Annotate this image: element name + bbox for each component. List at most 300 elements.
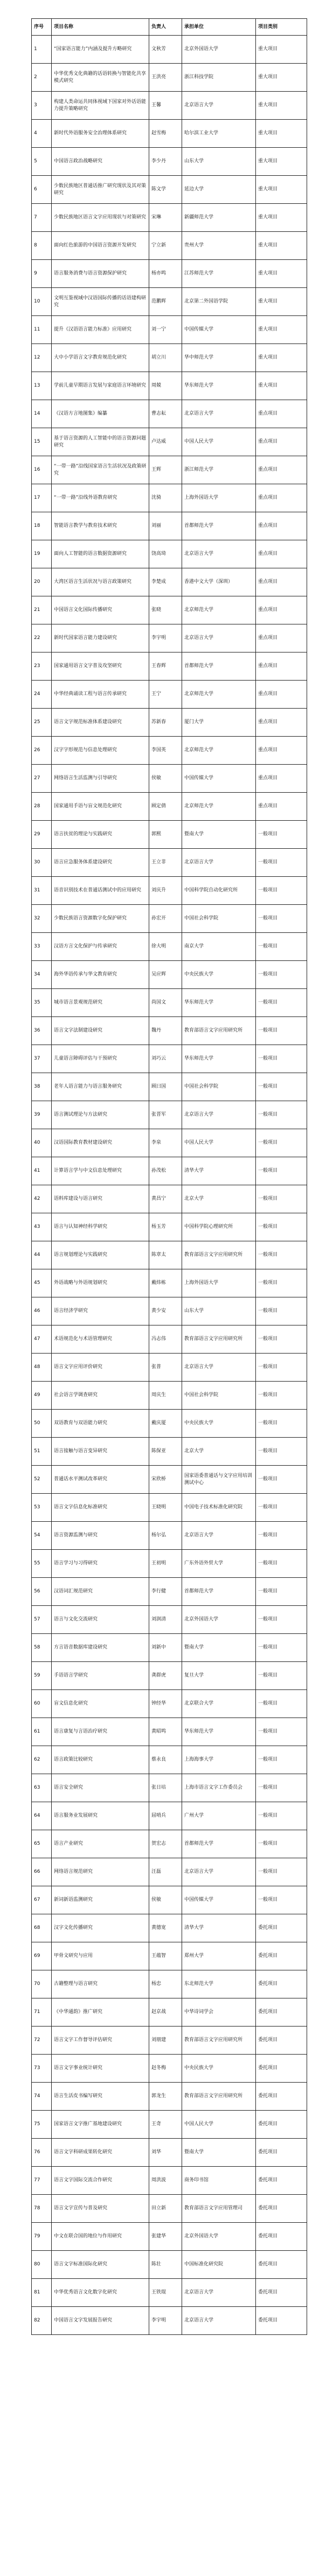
cell-project-name: 《中华通韵》推广研究 xyxy=(52,1998,149,2027)
table-row xyxy=(32,1802,307,1830)
table-row xyxy=(32,232,307,260)
cell-leader: 王洪亮 xyxy=(149,64,182,92)
cell-leader: 张晓 xyxy=(149,596,182,624)
cell-no: 39 xyxy=(32,1101,52,1129)
cell-leader: 文秋芳 xyxy=(149,36,182,64)
cell-institution: 浙江科技学院 xyxy=(182,64,256,92)
cell-no: 6 xyxy=(32,176,52,204)
cell-leader: 宋琳 xyxy=(149,204,182,232)
cell-institution: 商务印书馆 xyxy=(182,2167,256,2195)
cell-no: 51 xyxy=(32,1438,52,1466)
cell-no: 26 xyxy=(32,737,52,765)
cell-no: 38 xyxy=(32,1073,52,1101)
cell-category: 重点项目 xyxy=(256,400,307,428)
cell-no: 31 xyxy=(32,877,52,905)
table-row xyxy=(32,624,307,652)
cell-no: 7 xyxy=(32,204,52,232)
table-row xyxy=(32,2083,307,2111)
cell-institution: 华东师范大学 xyxy=(182,1718,256,1746)
cell-no: 17 xyxy=(32,484,52,512)
table-row xyxy=(32,1746,307,1774)
cell-category: 重点项目 xyxy=(256,793,307,821)
cell-institution: 中央民族大学 xyxy=(182,961,256,989)
cell-leader: 侯敏 xyxy=(149,765,182,793)
cell-leader: 龚群虎 xyxy=(149,1662,182,1690)
cell-leader: 胡立川 xyxy=(149,344,182,372)
cell-project-name: 语言文字法制建设研究 xyxy=(52,1017,149,1045)
cell-leader: 刘朋建 xyxy=(149,2027,182,2055)
cell-no: 52 xyxy=(32,1466,52,1494)
cell-institution: 中国社会科学院 xyxy=(182,905,256,933)
cell-institution: 北京外国语大学 xyxy=(182,36,256,64)
cell-project-name: 网络语言规范研究 xyxy=(52,1858,149,1886)
cell-project-name: 语言文字工作督导评估研究 xyxy=(52,2027,149,2055)
cell-project-name: 语音识别技术在普通话测试中的应用研究 xyxy=(52,877,149,905)
cell-no: 24 xyxy=(32,681,52,709)
cell-project-name: 中国语言文字发展报告研究 xyxy=(52,2307,149,2335)
cell-leader: 周洪波 xyxy=(149,2167,182,2195)
cell-leader: 李国英 xyxy=(149,737,182,765)
cell-leader: 王春辉 xyxy=(149,652,182,681)
cell-project-name: 新时代外语服务安全治理体系研究 xyxy=(52,120,149,148)
cell-no: 56 xyxy=(32,1578,52,1606)
table-row xyxy=(32,2251,307,2279)
cell-leader: 李少丹 xyxy=(149,148,182,176)
cell-leader: 李宇明 xyxy=(149,624,182,652)
cell-leader: 刘新中 xyxy=(149,1634,182,1662)
table-row xyxy=(32,176,307,204)
cell-no: 69 xyxy=(32,1942,52,1970)
cell-category: 委托项目 xyxy=(256,2279,307,2307)
table-row xyxy=(32,1382,307,1410)
cell-category: 一般项目 xyxy=(256,877,307,905)
table-row xyxy=(32,2055,307,2083)
table-row xyxy=(32,1942,307,1970)
table-row xyxy=(32,1213,307,1241)
cell-category: 一般项目 xyxy=(256,1830,307,1858)
cell-category: 委托项目 xyxy=(256,2195,307,2223)
cell-no: 9 xyxy=(32,260,52,288)
cell-no: 71 xyxy=(32,1998,52,2027)
cell-category: 一般项目 xyxy=(256,1410,307,1438)
cell-leader: 杨忠 xyxy=(149,1970,182,1998)
cell-project-name: 双语教育与双语能力研究 xyxy=(52,1410,149,1438)
table-row xyxy=(32,1466,307,1494)
cell-category: 一般项目 xyxy=(256,1494,307,1522)
table-row xyxy=(32,1858,307,1886)
table-header-row xyxy=(32,19,307,36)
cell-no: 58 xyxy=(32,1634,52,1662)
cell-no: 25 xyxy=(32,709,52,737)
cell-institution: 延边大学 xyxy=(182,176,256,204)
table-row xyxy=(32,148,307,176)
cell-leader: 李泉 xyxy=(149,1129,182,1157)
cell-no: 41 xyxy=(32,1157,52,1185)
cell-institution: 北京语言大学 xyxy=(182,400,256,428)
table-row xyxy=(32,2027,307,2055)
cell-leader: 王铁琨 xyxy=(149,2279,182,2307)
table-row xyxy=(32,512,307,540)
table-row xyxy=(32,1017,307,1045)
cell-category: 一般项目 xyxy=(256,1774,307,1802)
cell-project-name: 儿童语言障碍评估与干预研究 xyxy=(52,1045,149,1073)
cell-no: 15 xyxy=(32,428,52,456)
cell-leader: 黄少安 xyxy=(149,1297,182,1325)
cell-project-name: 语言学习与习得研究 xyxy=(52,1550,149,1578)
cell-project-name: 汉字字形规范与信息处理研究 xyxy=(52,737,149,765)
cell-no: 59 xyxy=(32,1662,52,1690)
cell-category: 重点项目 xyxy=(256,540,307,568)
cell-category: 一般项目 xyxy=(256,1185,307,1213)
cell-institution: 广东外语外贸大学 xyxy=(182,1550,256,1578)
cell-leader: 王蕴智 xyxy=(149,1942,182,1970)
table-row xyxy=(32,36,307,64)
cell-category: 一般项目 xyxy=(256,1101,307,1129)
table-row xyxy=(32,288,307,316)
table-row xyxy=(32,1970,307,1998)
cell-category: 委托项目 xyxy=(256,1998,307,2027)
cell-project-name: 外语战略与外语规划研究 xyxy=(52,1269,149,1297)
cell-institution: 首都师范大学 xyxy=(182,512,256,540)
cell-category: 一般项目 xyxy=(256,1578,307,1606)
cell-institution: 北京外国语大学 xyxy=(182,2223,256,2251)
cell-institution: 上海海事大学 xyxy=(182,1746,256,1774)
table-row xyxy=(32,1101,307,1129)
cell-category: 重点项目 xyxy=(256,568,307,596)
cell-leader: 张建华 xyxy=(149,2223,182,2251)
cell-institution: 北京师范大学 xyxy=(182,681,256,709)
cell-leader: 李楚成 xyxy=(149,568,182,596)
cell-institution: 教育部语言文字应用研究所 xyxy=(182,1241,256,1269)
cell-no: 40 xyxy=(32,1129,52,1157)
cell-institution: 北京大学 xyxy=(182,1438,256,1466)
cell-project-name: 中国语言政治战略研究 xyxy=(52,148,149,176)
cell-institution: 中央民族大学 xyxy=(182,2055,256,2083)
cell-no: 4 xyxy=(32,120,52,148)
cell-category: 委托项目 xyxy=(256,2111,307,2139)
cell-project-name: 智能语言教学与教育技术研究 xyxy=(52,512,149,540)
table-body xyxy=(32,36,307,2335)
cell-institution: 首都师范大学 xyxy=(182,652,256,681)
table-row xyxy=(32,737,307,765)
cell-no: 57 xyxy=(32,1606,52,1634)
table-row xyxy=(32,428,307,456)
cell-leader: 宁立新 xyxy=(149,232,182,260)
cell-no: 23 xyxy=(32,652,52,681)
cell-leader: 陈章太 xyxy=(149,1241,182,1269)
table-row xyxy=(32,681,307,709)
table-row xyxy=(32,1830,307,1858)
cell-institution: 郑州大学 xyxy=(182,1942,256,1970)
cell-no: 10 xyxy=(32,288,52,316)
cell-leader: 刘丽 xyxy=(149,512,182,540)
cell-category: 一般项目 xyxy=(256,1213,307,1241)
table-row xyxy=(32,568,307,596)
cell-no: 20 xyxy=(32,568,52,596)
cell-category: 重点项目 xyxy=(256,484,307,512)
cell-category: 一般项目 xyxy=(256,1129,307,1157)
table-row xyxy=(32,372,307,400)
cell-category: 一般项目 xyxy=(256,1241,307,1269)
cell-category: 一般项目 xyxy=(256,1634,307,1662)
cell-leader: 陈壮 xyxy=(149,2251,182,2279)
cell-category: 重点项目 xyxy=(256,709,307,737)
cell-project-name: 语言接触与语言变异研究 xyxy=(52,1438,149,1466)
cell-no: 68 xyxy=(32,1914,52,1942)
cell-institution: 国家语委普通话与文字应用培训测试中心 xyxy=(182,1466,256,1494)
cell-project-name: 语言文字事业统计研究 xyxy=(52,2055,149,2083)
header-name: 项目名称 xyxy=(52,19,149,36)
table-row xyxy=(32,92,307,120)
cell-leader: 侯敏 xyxy=(149,1886,182,1914)
cell-category: 重大项目 xyxy=(256,92,307,120)
cell-project-name: 新时代国家语言能力建设研究 xyxy=(52,624,149,652)
cell-leader: 杨玉芳 xyxy=(149,1213,182,1241)
cell-institution: 北京师范大学 xyxy=(182,737,256,765)
cell-no: 33 xyxy=(32,933,52,961)
cell-project-name: 中文在联合国的地位与作用研究 xyxy=(52,2223,149,2251)
cell-project-name: 普通话水平测试改革研究 xyxy=(52,1466,149,1494)
table-row xyxy=(32,596,307,624)
cell-no: 30 xyxy=(32,849,52,877)
cell-project-name: 《汉语方言地图集》编纂 xyxy=(52,400,149,428)
cell-leader: 蔡永良 xyxy=(149,1746,182,1774)
table-row xyxy=(32,540,307,568)
header-no: 序号 xyxy=(32,19,52,36)
cell-category: 委托项目 xyxy=(256,2251,307,2279)
cell-category: 一般项目 xyxy=(256,1382,307,1410)
cell-institution: 中国电子技术标准化研究院 xyxy=(182,1494,256,1522)
cell-institution: 中国传媒大学 xyxy=(182,1886,256,1914)
cell-leader: 沈骑 xyxy=(149,484,182,512)
table-row xyxy=(32,1325,307,1354)
cell-no: 50 xyxy=(32,1410,52,1438)
cell-project-name: 语言测试理论与方法研究 xyxy=(52,1101,149,1129)
cell-institution: 北京语言大学 xyxy=(182,1858,256,1886)
cell-category: 委托项目 xyxy=(256,2083,307,2111)
cell-no: 22 xyxy=(32,624,52,652)
table-row xyxy=(32,1662,307,1690)
cell-leader: 戴庆厦 xyxy=(149,1410,182,1438)
cell-institution: 北京语言大学 xyxy=(182,849,256,877)
cell-institution: 华东师范大学 xyxy=(182,372,256,400)
table-row xyxy=(32,2167,307,2195)
cell-institution: 北京联合大学 xyxy=(182,1690,256,1718)
cell-project-name: 语言服务业发展研究 xyxy=(52,1802,149,1830)
cell-no: 53 xyxy=(32,1494,52,1522)
cell-leader: 周庆生 xyxy=(149,1382,182,1410)
cell-no: 75 xyxy=(32,2111,52,2139)
table-row xyxy=(32,2223,307,2251)
cell-category: 重大项目 xyxy=(256,372,307,400)
cell-institution: 贵州大学 xyxy=(182,232,256,260)
cell-no: 36 xyxy=(32,1017,52,1045)
table-row xyxy=(32,260,307,288)
table-row xyxy=(32,849,307,877)
cell-project-name: 汉字文化传播研究 xyxy=(52,1914,149,1942)
cell-institution: 山东大学 xyxy=(182,1297,256,1325)
cell-leader: 郭熙 xyxy=(149,821,182,849)
table-row xyxy=(32,1241,307,1269)
cell-leader: 钟经华 xyxy=(149,1690,182,1718)
cell-leader: 刘庆升 xyxy=(149,877,182,905)
cell-project-name: 语言文字规范标准体系建设研究 xyxy=(52,709,149,737)
cell-category: 一般项目 xyxy=(256,1045,307,1073)
table-row xyxy=(32,1438,307,1466)
cell-institution: 江苏师范大学 xyxy=(182,260,256,288)
cell-category: 委托项目 xyxy=(256,1914,307,1942)
cell-institution: 中国科学院自动化研究所 xyxy=(182,877,256,905)
cell-project-name: 国家通用语言文字普及攻坚研究 xyxy=(52,652,149,681)
cell-leader: 刘一宁 xyxy=(149,316,182,344)
cell-project-name: 甲骨文研究与应用 xyxy=(52,1942,149,1970)
cell-institution: 中国传媒大学 xyxy=(182,316,256,344)
cell-project-name: 术语规范化与术语管理研究 xyxy=(52,1325,149,1354)
table-row xyxy=(32,877,307,905)
cell-no: 42 xyxy=(32,1185,52,1213)
cell-no: 21 xyxy=(32,596,52,624)
cell-institution: 厦门大学 xyxy=(182,709,256,737)
cell-leader: 赵京战 xyxy=(149,1998,182,2027)
cell-institution: 中央民族大学 xyxy=(182,1410,256,1438)
cell-project-name: 大中小学语言文字教育规范化研究 xyxy=(52,344,149,372)
cell-leader: 李宇明 xyxy=(149,2307,182,2335)
cell-institution: 教育部语言文字应用研究所 xyxy=(182,1325,256,1354)
cell-category: 一般项目 xyxy=(256,1466,307,1494)
cell-category: 重大项目 xyxy=(256,260,307,288)
cell-category: 重大项目 xyxy=(256,232,307,260)
cell-project-name: 语言政策比较研究 xyxy=(52,1746,149,1774)
cell-project-name: 语言文字信息化标准研究 xyxy=(52,1494,149,1522)
cell-institution: 中华诗词学会 xyxy=(182,1998,256,2027)
cell-no: 19 xyxy=(32,540,52,568)
cell-leader: 冯志伟 xyxy=(149,1325,182,1354)
cell-no: 8 xyxy=(32,232,52,260)
cell-no: 16 xyxy=(32,456,52,484)
cell-project-name: 中华优秀语言文化数字化研究 xyxy=(52,2279,149,2307)
cell-institution: 北京师范大学 xyxy=(182,793,256,821)
cell-no: 63 xyxy=(32,1774,52,1802)
table-row xyxy=(32,1410,307,1438)
table-row xyxy=(32,933,307,961)
cell-leader: 陈文学 xyxy=(149,176,182,204)
cell-leader: 刘润清 xyxy=(149,1606,182,1634)
cell-no: 11 xyxy=(32,316,52,344)
cell-no: 3 xyxy=(32,92,52,120)
table-row xyxy=(32,905,307,933)
cell-category: 一般项目 xyxy=(256,1522,307,1550)
cell-no: 35 xyxy=(32,989,52,1017)
table-row xyxy=(32,1522,307,1550)
table-row xyxy=(32,2307,307,2335)
cell-no: 1 xyxy=(32,36,52,64)
cell-project-name: 计算语言学与中文信息处理研究 xyxy=(52,1157,149,1185)
cell-no: 43 xyxy=(32,1213,52,1241)
cell-no: 34 xyxy=(32,961,52,989)
cell-leader: 王初明 xyxy=(149,1550,182,1578)
cell-category: 重点项目 xyxy=(256,596,307,624)
table-row xyxy=(32,2195,307,2223)
cell-leader: 王馨 xyxy=(149,92,182,120)
table-row xyxy=(32,456,307,484)
cell-no: 78 xyxy=(32,2195,52,2223)
cell-institution: 华东师范大学 xyxy=(182,1045,256,1073)
header-lead: 负责人 xyxy=(149,19,182,36)
cell-leader: 王辉 xyxy=(149,456,182,484)
cell-institution: 中国社会科学院 xyxy=(182,1382,256,1410)
cell-category: 重点项目 xyxy=(256,456,307,484)
table-row xyxy=(32,1185,307,1213)
cell-project-name: 面向人工智能的语言数据资源研究 xyxy=(52,540,149,568)
cell-category: 重大项目 xyxy=(256,316,307,344)
cell-institution: 上海外国语大学 xyxy=(182,1269,256,1297)
cell-project-name: 少数民族语言资源数字化保护研究 xyxy=(52,905,149,933)
cell-institution: 东北师范大学 xyxy=(182,1970,256,1998)
cell-leader: 苏新春 xyxy=(149,709,182,737)
cell-institution: 哈尔滨工业大学 xyxy=(182,120,256,148)
cell-category: 重点项目 xyxy=(256,512,307,540)
cell-leader: 孙茂松 xyxy=(149,1157,182,1185)
cell-project-name: 学前儿童早期语言发展与家庭语言环境研究 xyxy=(52,372,149,400)
cell-category: 一般项目 xyxy=(256,1606,307,1634)
cell-leader: 范鹏辉 xyxy=(149,288,182,316)
table-row xyxy=(32,2111,307,2139)
cell-category: 一般项目 xyxy=(256,1886,307,1914)
cell-leader: 魏丹 xyxy=(149,1017,182,1045)
cell-leader: 杨尔弘 xyxy=(149,1522,182,1550)
cell-no: 5 xyxy=(32,148,52,176)
cell-category: 重点项目 xyxy=(256,737,307,765)
cell-leader: 陈保亚 xyxy=(149,1438,182,1466)
cell-leader: 顾定倩 xyxy=(149,793,182,821)
cell-category: 重点项目 xyxy=(256,681,307,709)
cell-project-name: 少数民族地区普通话推广研究现状及其对策研究 xyxy=(52,176,149,204)
cell-leader: 戴炜栋 xyxy=(149,1269,182,1297)
cell-no: 67 xyxy=(32,1886,52,1914)
project-table xyxy=(31,18,307,2335)
cell-category: 委托项目 xyxy=(256,1942,307,1970)
cell-project-name: 语言服务消费与语言资源保护研究 xyxy=(52,260,149,288)
cell-institution: 首都师范大学 xyxy=(182,1578,256,1606)
cell-no: 55 xyxy=(32,1550,52,1578)
cell-no: 14 xyxy=(32,400,52,428)
cell-project-name: 大湾区语言生活状况与语言政策研究 xyxy=(52,568,149,596)
cell-category: 一般项目 xyxy=(256,1297,307,1325)
cell-project-name: 语言安全研究 xyxy=(52,1774,149,1802)
cell-category: 一般项目 xyxy=(256,905,307,933)
cell-institution: 北京语言大学 xyxy=(182,2307,256,2335)
cell-category: 委托项目 xyxy=(256,2139,307,2167)
cell-institution: 中国人民大学 xyxy=(182,2111,256,2139)
cell-leader: 刘华 xyxy=(149,2139,182,2167)
cell-no: 27 xyxy=(32,765,52,793)
cell-category: 委托项目 xyxy=(256,2307,307,2335)
cell-category: 一般项目 xyxy=(256,1690,307,1718)
cell-institution: 清华大学 xyxy=(182,1157,256,1185)
cell-leader: 孙宏开 xyxy=(149,905,182,933)
cell-project-name: 构建人类命运共同体视域下国家对外话语能力提升策略研究 xyxy=(52,92,149,120)
cell-no: 46 xyxy=(32,1297,52,1325)
cell-leader: 徐大明 xyxy=(149,933,182,961)
cell-leader: 杨亦鸣 xyxy=(149,260,182,288)
cell-institution: 复旦大学 xyxy=(182,1662,256,1690)
table-row xyxy=(32,344,307,372)
cell-no: 79 xyxy=(32,2223,52,2251)
cell-institution: 教育部语言文字应用管理司 xyxy=(182,2195,256,2223)
cell-project-name: 提升《汉语语言能力标准》应用研究 xyxy=(52,316,149,344)
cell-category: 一般项目 xyxy=(256,1354,307,1382)
header-institution: 承担单位 xyxy=(182,19,256,36)
